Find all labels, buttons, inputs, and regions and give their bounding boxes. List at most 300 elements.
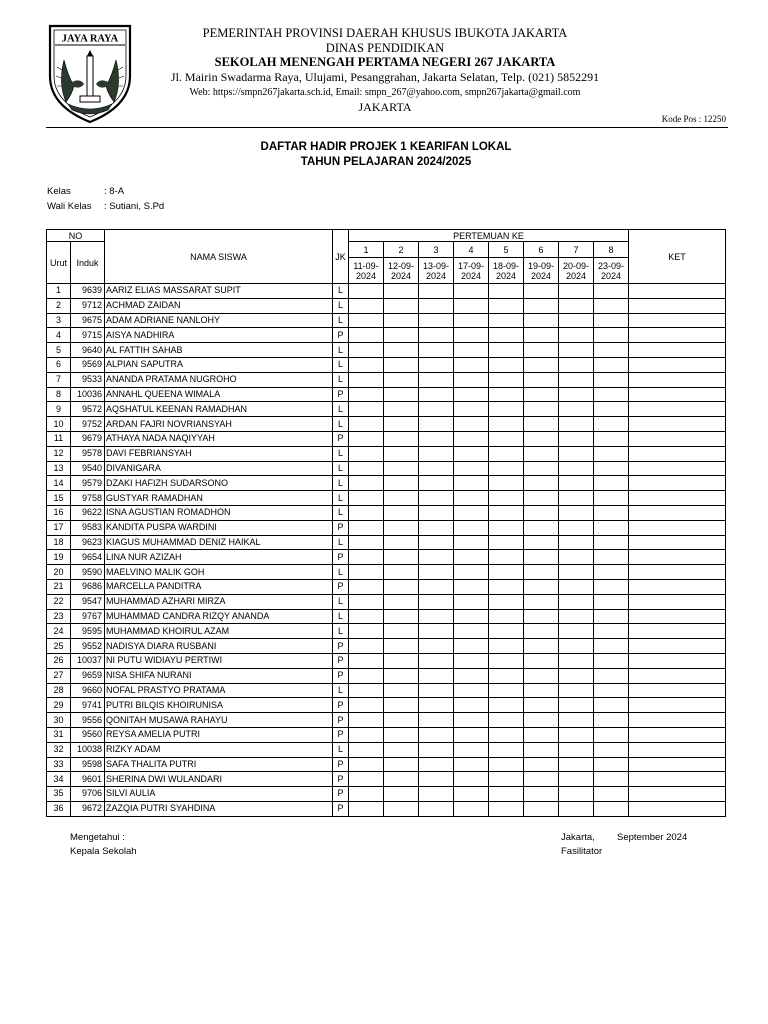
attendance-cell <box>489 757 524 772</box>
attendance-cell <box>594 491 629 506</box>
table-row <box>47 387 726 402</box>
class-value: : 8-A <box>104 186 125 197</box>
school-name: SEKOLAH MENENGAH PERTAMA NEGERI 267 JAKARTA <box>214 55 556 69</box>
header-order: Urut <box>47 242 71 284</box>
attendance-cell <box>419 787 454 802</box>
attendance-cell <box>349 594 384 609</box>
meeting-number: 5 <box>489 242 524 258</box>
row-student-name: MUHAMMAD KHOIRUL AZAM <box>105 624 333 639</box>
table-row <box>47 624 726 639</box>
attendance-cell <box>349 713 384 728</box>
homeroom-label: Wali Kelas <box>47 201 92 212</box>
attendance-cell <box>559 431 594 446</box>
attendance-cell <box>349 446 384 461</box>
attendance-cell <box>524 357 559 372</box>
row-order: 34 <box>47 772 71 787</box>
attendance-cell <box>349 698 384 713</box>
attendance-cell <box>419 801 454 816</box>
attendance-cell <box>454 520 489 535</box>
row-gender: P <box>333 787 349 802</box>
attendance-cell <box>454 417 489 432</box>
attendance-cell <box>559 579 594 594</box>
notes-cell <box>629 550 726 565</box>
table-row <box>47 343 726 358</box>
attendance-cell <box>524 328 559 343</box>
row-student-name: ARDAN FAJRI NOVRIANSYAH <box>105 417 333 432</box>
attendance-cell <box>419 668 454 683</box>
attendance-cell <box>559 668 594 683</box>
attendance-cell <box>384 520 419 535</box>
letterhead <box>0 0 768 130</box>
attendance-cell <box>454 446 489 461</box>
attendance-cell <box>524 639 559 654</box>
row-student-id: 10038 <box>71 742 105 757</box>
row-gender: P <box>333 520 349 535</box>
meeting-date: 17-09-2024 <box>454 258 489 284</box>
attendance-cell <box>349 431 384 446</box>
row-student-id: 9552 <box>71 639 105 654</box>
row-student-id: 9556 <box>71 713 105 728</box>
attendance-cell <box>454 565 489 580</box>
attendance-cell <box>559 787 594 802</box>
meeting-number: 4 <box>454 242 489 258</box>
row-student-name: AQSHATUL KEENAN RAMADHAN <box>105 402 333 417</box>
attendance-cell <box>489 742 524 757</box>
attendance-cell <box>454 402 489 417</box>
notes-cell <box>629 698 726 713</box>
attendance-cell <box>594 402 629 417</box>
attendance-cell <box>594 446 629 461</box>
row-student-id: 9679 <box>71 431 105 446</box>
attendance-cell <box>384 313 419 328</box>
attendance-cell <box>489 653 524 668</box>
city-label: Jakarta, <box>561 832 595 843</box>
notes-cell <box>629 328 726 343</box>
attendance-cell <box>349 683 384 698</box>
row-order: 28 <box>47 683 71 698</box>
row-gender: L <box>333 491 349 506</box>
attendance-cell <box>349 387 384 402</box>
row-student-name: ANNAHL QUEENA WIMALA <box>105 387 333 402</box>
table-row <box>47 372 726 387</box>
row-student-name: MUHAMMAD CANDRA RIZQY ANANDA <box>105 609 333 624</box>
notes-cell <box>629 284 726 299</box>
attendance-cell <box>524 550 559 565</box>
notes-cell <box>629 683 726 698</box>
attendance-cell <box>524 565 559 580</box>
attendance-cell <box>454 579 489 594</box>
table-row <box>47 713 726 728</box>
row-student-name: SILVI AULIA <box>105 787 333 802</box>
attendance-cell <box>524 535 559 550</box>
row-student-id: 9715 <box>71 328 105 343</box>
row-student-name: KIAGUS MUHAMMAD DENIZ HAIKAL <box>105 535 333 550</box>
row-order: 33 <box>47 757 71 772</box>
row-student-id: 9640 <box>71 343 105 358</box>
attendance-cell <box>349 801 384 816</box>
meeting-number: 3 <box>419 242 454 258</box>
attendance-cell <box>489 461 524 476</box>
row-gender: L <box>333 298 349 313</box>
attendance-cell <box>384 387 419 402</box>
attendance-cell <box>524 298 559 313</box>
row-student-id: 9654 <box>71 550 105 565</box>
table-row <box>47 461 726 476</box>
row-gender: L <box>333 446 349 461</box>
row-order: 23 <box>47 609 71 624</box>
attendance-cell <box>489 431 524 446</box>
attendance-cell <box>384 801 419 816</box>
table-row <box>47 609 726 624</box>
attendance-cell <box>489 565 524 580</box>
attendance-cell <box>349 550 384 565</box>
attendance-cell <box>489 639 524 654</box>
attendance-cell <box>349 520 384 535</box>
attendance-cell <box>454 491 489 506</box>
attendance-cell <box>559 446 594 461</box>
attendance-cell <box>349 357 384 372</box>
row-gender: P <box>333 579 349 594</box>
row-order: 11 <box>47 431 71 446</box>
notes-cell <box>629 520 726 535</box>
attendance-cell <box>594 787 629 802</box>
table-row <box>47 772 726 787</box>
school-web-email: Web: https://smpn267jakarta.sch.id, Email: smpn_267@yahoo.com, smpn267jakarta@gmail.com <box>189 87 581 98</box>
attendance-cell <box>419 609 454 624</box>
attendance-cell <box>524 801 559 816</box>
attendance-cell <box>384 357 419 372</box>
row-order: 10 <box>47 417 71 432</box>
header-gender: JK <box>333 230 349 284</box>
attendance-cell <box>594 713 629 728</box>
attendance-cell <box>594 757 629 772</box>
attendance-cell <box>559 284 594 299</box>
attendance-cell <box>524 727 559 742</box>
table-row <box>47 579 726 594</box>
row-gender: L <box>333 284 349 299</box>
row-gender: L <box>333 343 349 358</box>
attendance-cell <box>349 579 384 594</box>
department-name: DINAS PENDIDIKAN <box>325 41 445 55</box>
logo-text: JAYA RAYA <box>61 33 119 45</box>
letterhead-divider <box>46 127 728 128</box>
attendance-cell <box>594 298 629 313</box>
notes-cell <box>629 801 726 816</box>
row-order: 4 <box>47 328 71 343</box>
attendance-cell <box>489 698 524 713</box>
notes-cell <box>629 579 726 594</box>
attendance-cell <box>489 609 524 624</box>
row-student-id: 9595 <box>71 624 105 639</box>
attendance-cell <box>489 343 524 358</box>
attendance-cell <box>384 461 419 476</box>
row-student-id: 9583 <box>71 520 105 535</box>
attendance-cell <box>419 653 454 668</box>
letterhead-text <box>150 26 620 115</box>
attendance-cell <box>524 476 559 491</box>
attendance-cell <box>594 328 629 343</box>
attendance-cell <box>349 298 384 313</box>
attendance-cell <box>594 742 629 757</box>
attendance-cell <box>384 772 419 787</box>
row-student-id: 9767 <box>71 609 105 624</box>
attendance-cell <box>559 624 594 639</box>
attendance-cell <box>419 402 454 417</box>
attendance-cell <box>384 713 419 728</box>
row-student-id: 9572 <box>71 402 105 417</box>
row-gender: P <box>333 713 349 728</box>
attendance-cell <box>384 431 419 446</box>
homeroom-value: : Sutiani, S.Pd <box>104 201 165 212</box>
attendance-cell <box>524 713 559 728</box>
table-row <box>47 491 726 506</box>
meeting-number: 6 <box>524 242 559 258</box>
attendance-cell <box>419 357 454 372</box>
row-order: 3 <box>47 313 71 328</box>
attendance-cell <box>454 624 489 639</box>
row-student-name: ISNA AGUSTIAN ROMADHON <box>105 505 333 520</box>
attendance-cell <box>524 505 559 520</box>
row-student-id: 9547 <box>71 594 105 609</box>
attendance-cell <box>524 313 559 328</box>
attendance-cell <box>349 328 384 343</box>
acknowledged-label: Mengetahui : <box>70 832 125 843</box>
attendance-cell <box>559 372 594 387</box>
attendance-cell <box>454 535 489 550</box>
date-label: September 2024 <box>617 832 688 843</box>
attendance-cell <box>489 624 524 639</box>
row-student-name: ALPIAN SAPUTRA <box>105 357 333 372</box>
row-student-name: SHERINA DWI WULANDARI <box>105 772 333 787</box>
attendance-cell <box>419 298 454 313</box>
attendance-cell <box>559 343 594 358</box>
attendance-cell <box>349 653 384 668</box>
attendance-cell <box>349 505 384 520</box>
row-gender: L <box>333 535 349 550</box>
meeting-date: 20-09-2024 <box>559 258 594 284</box>
attendance-cell <box>489 387 524 402</box>
attendance-cell <box>454 476 489 491</box>
meeting-number: 1 <box>349 242 384 258</box>
row-order: 35 <box>47 787 71 802</box>
row-student-name: KANDITA PUSPA WARDINI <box>105 520 333 535</box>
table-row <box>47 284 726 299</box>
row-student-id: 9579 <box>71 476 105 491</box>
notes-cell <box>629 387 726 402</box>
table-row <box>47 787 726 802</box>
attendance-cell <box>454 727 489 742</box>
facilitator-label: Fasilitator <box>561 846 603 857</box>
row-student-name: ACHMAD ZAIDAN <box>105 298 333 313</box>
attendance-cell <box>489 801 524 816</box>
attendance-cell <box>384 579 419 594</box>
notes-cell <box>629 757 726 772</box>
notes-cell <box>629 505 726 520</box>
table-row <box>47 357 726 372</box>
attendance-cell <box>559 727 594 742</box>
attendance-cell <box>559 402 594 417</box>
attendance-cell <box>454 772 489 787</box>
row-order: 20 <box>47 565 71 580</box>
attendance-cell <box>384 491 419 506</box>
notes-cell <box>629 313 726 328</box>
row-gender: L <box>333 609 349 624</box>
attendance-cell <box>489 357 524 372</box>
table-row <box>47 668 726 683</box>
attendance-cell <box>349 535 384 550</box>
attendance-cell <box>524 343 559 358</box>
attendance-cell <box>594 594 629 609</box>
postal-code: Kode Pos : 12250 <box>661 114 726 124</box>
row-order: 13 <box>47 461 71 476</box>
attendance-cell <box>524 653 559 668</box>
row-order: 24 <box>47 624 71 639</box>
notes-cell <box>629 357 726 372</box>
table-row <box>47 727 726 742</box>
attendance-cell <box>489 313 524 328</box>
table-row <box>47 742 726 757</box>
meeting-number: 2 <box>384 242 419 258</box>
row-order: 18 <box>47 535 71 550</box>
attendance-cell <box>349 772 384 787</box>
attendance-cell <box>489 668 524 683</box>
row-student-name: MUHAMMAD AZHARI MIRZA <box>105 594 333 609</box>
row-order: 15 <box>47 491 71 506</box>
attendance-cell <box>419 491 454 506</box>
attendance-cell <box>419 431 454 446</box>
row-gender: P <box>333 772 349 787</box>
table-row <box>47 417 726 432</box>
notes-cell <box>629 772 726 787</box>
attendance-cell <box>349 727 384 742</box>
row-student-name: NI PUTU WIDIAYU PERTIWI <box>105 653 333 668</box>
attendance-cell <box>594 609 629 624</box>
attendance-cell <box>559 801 594 816</box>
notes-cell <box>629 372 726 387</box>
notes-cell <box>629 565 726 580</box>
attendance-cell <box>349 402 384 417</box>
attendance-cell <box>384 757 419 772</box>
attendance-cell <box>559 698 594 713</box>
attendance-cell <box>594 387 629 402</box>
row-student-id: 9540 <box>71 461 105 476</box>
attendance-cell <box>594 579 629 594</box>
meeting-date: 12-09-2024 <box>384 258 419 284</box>
attendance-cell <box>559 757 594 772</box>
row-student-id: 9623 <box>71 535 105 550</box>
attendance-cell <box>559 328 594 343</box>
attendance-cell <box>524 609 559 624</box>
row-gender: L <box>333 461 349 476</box>
row-student-id: 9758 <box>71 491 105 506</box>
attendance-cell <box>559 520 594 535</box>
class-info <box>47 186 124 197</box>
attendance-cell <box>454 609 489 624</box>
notes-cell <box>629 713 726 728</box>
attendance-cell <box>594 683 629 698</box>
attendance-cell <box>384 402 419 417</box>
row-gender: P <box>333 387 349 402</box>
attendance-cell <box>524 757 559 772</box>
meeting-date: 23-09-2024 <box>594 258 629 284</box>
jaya-raya-emblem-icon <box>46 24 134 124</box>
row-order: 16 <box>47 505 71 520</box>
table-row <box>47 431 726 446</box>
row-order: 8 <box>47 387 71 402</box>
attendance-cell <box>489 372 524 387</box>
attendance-cell <box>454 461 489 476</box>
attendance-cell <box>524 594 559 609</box>
meeting-number: 8 <box>594 242 629 258</box>
attendance-cell <box>419 417 454 432</box>
row-order: 19 <box>47 550 71 565</box>
row-gender: P <box>333 653 349 668</box>
attendance-cell <box>384 742 419 757</box>
attendance-cell <box>384 476 419 491</box>
attendance-cell <box>594 698 629 713</box>
attendance-cell <box>489 446 524 461</box>
attendance-cell <box>419 461 454 476</box>
row-student-id: 10036 <box>71 387 105 402</box>
meeting-date: 18-09-2024 <box>489 258 524 284</box>
attendance-cell <box>489 476 524 491</box>
row-student-id: 9578 <box>71 446 105 461</box>
row-student-id: 9622 <box>71 505 105 520</box>
attendance-cell <box>384 372 419 387</box>
attendance-cell <box>384 668 419 683</box>
attendance-cell <box>419 328 454 343</box>
attendance-cell <box>384 727 419 742</box>
row-student-name: AISYA NADHIRA <box>105 328 333 343</box>
attendance-cell <box>419 727 454 742</box>
attendance-cell <box>559 713 594 728</box>
row-order: 36 <box>47 801 71 816</box>
attendance-cell <box>524 417 559 432</box>
notes-cell <box>629 417 726 432</box>
attendance-cell <box>524 579 559 594</box>
row-student-name: ANANDA PRATAMA NUGROHO <box>105 372 333 387</box>
table-row <box>47 476 726 491</box>
row-student-name: ADAM ADRIANE NANLOHY <box>105 313 333 328</box>
attendance-cell <box>454 757 489 772</box>
attendance-cell <box>594 727 629 742</box>
row-student-name: DZAKI HAFIZH SUDARSONO <box>105 476 333 491</box>
row-student-id: 9686 <box>71 579 105 594</box>
notes-cell <box>629 446 726 461</box>
attendance-cell <box>349 343 384 358</box>
table-row <box>47 520 726 535</box>
row-order: 26 <box>47 653 71 668</box>
attendance-cell <box>559 417 594 432</box>
attendance-cell <box>454 343 489 358</box>
row-gender: L <box>333 372 349 387</box>
attendance-cell <box>419 535 454 550</box>
attendance-cell <box>454 713 489 728</box>
attendance-cell <box>594 668 629 683</box>
row-student-name: REYSA AMELIA PUTRI <box>105 727 333 742</box>
attendance-cell <box>489 284 524 299</box>
attendance-cell <box>419 505 454 520</box>
attendance-cell <box>454 668 489 683</box>
attendance-cell <box>594 431 629 446</box>
notes-cell <box>629 653 726 668</box>
row-order: 14 <box>47 476 71 491</box>
attendance-cell <box>489 520 524 535</box>
table-row <box>47 550 726 565</box>
notes-cell <box>629 298 726 313</box>
attendance-cell <box>559 742 594 757</box>
row-order: 21 <box>47 579 71 594</box>
